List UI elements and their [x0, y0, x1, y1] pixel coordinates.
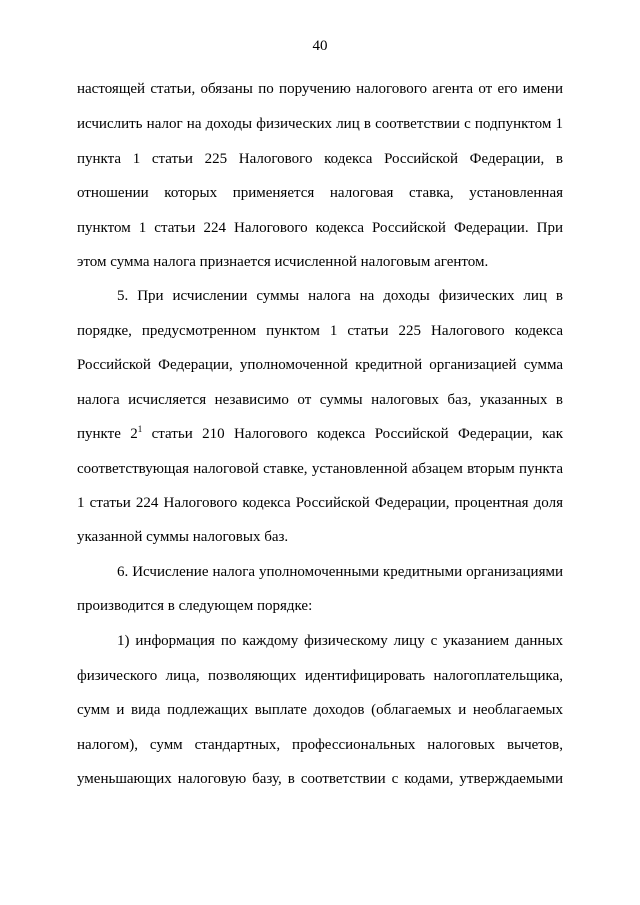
text-line: отношении которых применяется налоговая ставка, установленная: [77, 185, 563, 201]
text-line: пунктом 1 статьи 224 Налогового кодекса Российской Федерации. При: [77, 220, 563, 236]
text-line: Российской Федерации, уполномоченной кредитной организацией сумма: [77, 357, 563, 373]
text-line: налога исчисляется независимо от суммы налоговых баз, указанных в: [77, 392, 563, 408]
text-line: 1 статьи 224 Налогового кодекса Российской Федерации, процентная доля: [77, 495, 563, 511]
text-line: исчислить налог на доходы физических лиц в соответствии с подпунктом 1: [77, 116, 563, 132]
text-line: этом сумма налога признается исчисленной налоговым агентом.: [77, 254, 489, 270]
paragraph-6-first-line: 6. Исчисление налога уполномоченными кредитными организациями: [117, 564, 563, 580]
text-line: налогом), сумм стандартных, профессиональных налоговых вычетов,: [77, 737, 563, 753]
text-fragment: пункте 2: [77, 426, 138, 442]
text-fragment: статьи 210 Налогового кодекса Российской Федерации, как: [142, 426, 563, 442]
paragraph-5-first-line: 5. При исчислении суммы налога на доходы физических лиц в: [117, 288, 563, 304]
text-line: указанной суммы налоговых баз.: [77, 529, 289, 545]
text-line: порядке, предусмотренном пунктом 1 статьи 225 Налогового кодекса: [77, 323, 563, 339]
page-number: 40: [312, 38, 328, 54]
text-line-with-superscript: [77, 424, 563, 444]
text-line: сумм и вида подлежащих выплате доходов (облагаемых и необлагаемых: [77, 702, 563, 718]
text-line: соответствующая налоговой ставке, установленной абзацем вторым пункта: [77, 461, 563, 477]
text-line: производится в следующем порядке:: [77, 598, 313, 614]
text-line: уменьшающих налоговую базу, в соответствии с кодами, утверждаемыми: [77, 771, 563, 787]
text-line: пункта 1 статьи 225 Налогового кодекса Российской Федерации, в: [77, 151, 563, 167]
list-item-1-first-line: 1) информация по каждому физическому лицу с указанием данных: [117, 633, 563, 649]
text-line: физического лица, позволяющих идентифицировать налогоплательщика,: [77, 668, 563, 684]
text-line: настоящей статьи, обязаны по поручению налогового агента от его имени: [77, 81, 563, 97]
superscript: 1: [137, 424, 143, 434]
